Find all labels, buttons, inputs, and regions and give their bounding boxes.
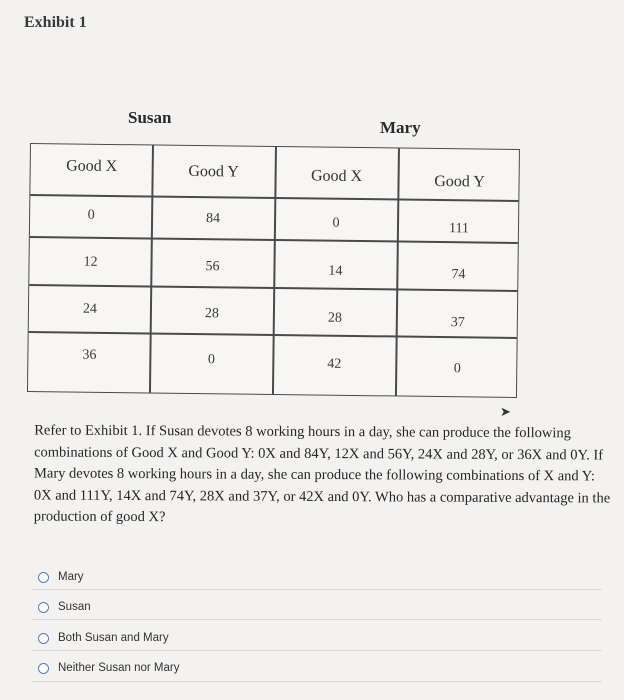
option-mary[interactable] <box>38 567 84 587</box>
option-label: Mary <box>58 571 84 583</box>
option-susan[interactable] <box>38 597 91 617</box>
option-both[interactable] <box>38 628 169 648</box>
divider <box>32 650 602 651</box>
table-cell: 36 <box>82 347 97 363</box>
header-susan-good-x: Good X <box>66 157 118 176</box>
exhibit-title: Exhibit 1 <box>24 14 87 31</box>
header-mary-good-y: Good Y <box>434 172 485 191</box>
header-mary-good-x: Good X <box>310 167 363 186</box>
option-label: Neither Susan nor Mary <box>58 662 180 674</box>
option-label: Both Susan and Mary <box>58 632 169 644</box>
table-cell: 42 <box>327 356 342 372</box>
header-susan-good-y: Good Y <box>188 162 240 181</box>
radio-icon[interactable] <box>38 572 49 583</box>
table-cell: 0 <box>207 352 215 368</box>
option-label: Susan <box>58 601 91 613</box>
mary-label: Mary <box>380 118 421 137</box>
question-text: Refer to Exhibit 1. If Susan devotes 8 working hours in a day, she can produce the following combinations of Good X and Good Y: 0X and 84Y, 12X and 56Y, 24X and 28Y, or 36X and 0Y. If Mary devotes 8 working hours in a day, she can produce the following combinations of X and Y: 0X and 111Y, 14X and 74Y, 28X and 37Y, or 42X and 0Y. Who has a comparative advantage in the production of good X? <box>33 422 611 526</box>
radio-icon[interactable] <box>38 633 49 644</box>
table-cell: 84 <box>205 211 221 227</box>
table-cell: 0 <box>453 361 461 377</box>
production-table <box>27 143 520 398</box>
table-cell: 24 <box>82 301 98 317</box>
table-cell: 74 <box>451 267 466 283</box>
table-cell: 37 <box>450 315 465 331</box>
table-cell: 28 <box>204 306 220 322</box>
divider <box>32 681 602 682</box>
table-cell: 28 <box>327 310 342 326</box>
table-cell: 111 <box>448 221 470 237</box>
table-cell: 12 <box>83 254 98 270</box>
option-neither[interactable] <box>38 658 179 678</box>
table-cell: 56 <box>205 259 220 275</box>
divider <box>32 589 602 590</box>
mouse-cursor-icon: ➤ <box>500 405 511 420</box>
radio-icon[interactable] <box>38 602 49 613</box>
table-cell: 0 <box>87 207 95 223</box>
radio-icon[interactable] <box>38 663 49 674</box>
susan-label: Susan <box>128 108 172 127</box>
table-cell: 14 <box>328 263 343 279</box>
table-cell: 0 <box>332 215 340 231</box>
divider <box>32 619 602 620</box>
